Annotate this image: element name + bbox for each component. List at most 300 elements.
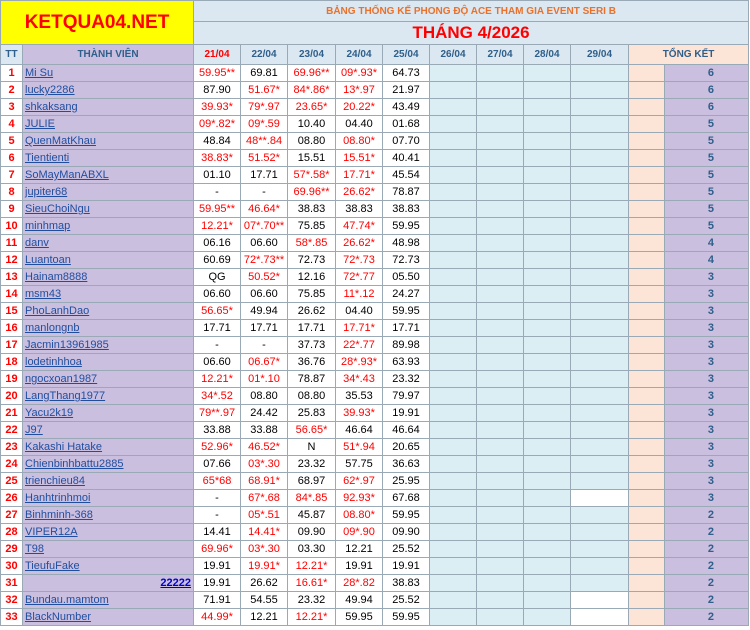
table-row	[1, 167, 749, 184]
empty-result-cell	[430, 371, 477, 388]
result-cell: 09.90	[383, 524, 430, 541]
result-cell: 06.60	[241, 286, 288, 303]
result-cell: 23.32	[288, 592, 336, 609]
table-row	[1, 507, 749, 524]
empty-result-cell	[571, 371, 629, 388]
table-row	[1, 456, 749, 473]
result-cell: 36.63	[383, 456, 430, 473]
empty-result-cell	[430, 184, 477, 201]
empty-result-cell	[430, 252, 477, 269]
member-name-link[interactable]: Luantoan	[23, 252, 194, 269]
member-name-link[interactable]: LangThang1977	[23, 388, 194, 405]
col-header-date: 25/04	[383, 45, 430, 65]
empty-result-cell	[477, 541, 524, 558]
total-count: 3	[665, 490, 749, 507]
empty-result-cell	[571, 150, 629, 167]
result-cell: 09*.59	[241, 116, 288, 133]
result-cell: 60.69	[194, 252, 241, 269]
table-row	[1, 558, 749, 575]
member-name-link[interactable]: danv	[23, 235, 194, 252]
empty-result-cell	[524, 320, 571, 337]
result-cell: 07*.70**	[241, 218, 288, 235]
result-cell: 19.91	[194, 575, 241, 592]
result-cell: 09*.90	[336, 524, 383, 541]
member-name-link[interactable]: jupiter68	[23, 184, 194, 201]
result-cell: 15.51	[288, 150, 336, 167]
result-cell: 25.52	[383, 592, 430, 609]
row-number: 1	[1, 65, 23, 82]
total-spacer	[629, 354, 665, 371]
total-count: 3	[665, 388, 749, 405]
member-name-link[interactable]: msm43	[23, 286, 194, 303]
empty-result-cell	[477, 99, 524, 116]
empty-result-cell	[524, 575, 571, 592]
total-spacer	[629, 439, 665, 456]
member-name-link[interactable]: Mi Su	[23, 65, 194, 82]
member-name-link[interactable]: SieuChoiNgu	[23, 201, 194, 218]
result-cell: 89.98	[383, 337, 430, 354]
empty-result-cell	[524, 99, 571, 116]
result-cell: 57*.58*	[288, 167, 336, 184]
table-row	[1, 303, 749, 320]
empty-result-cell	[524, 388, 571, 405]
total-spacer	[629, 592, 665, 609]
result-cell: 26.62*	[336, 235, 383, 252]
result-cell: 06.67*	[241, 354, 288, 371]
result-cell: 47.74*	[336, 218, 383, 235]
empty-result-cell	[430, 388, 477, 405]
row-number: 31	[1, 575, 23, 592]
result-cell: 12.21	[336, 541, 383, 558]
empty-result-cell	[477, 558, 524, 575]
table-row	[1, 422, 749, 439]
total-count: 6	[665, 99, 749, 116]
empty-result-cell	[430, 592, 477, 609]
empty-result-cell	[571, 337, 629, 354]
result-cell: 15.51*	[336, 150, 383, 167]
empty-result-cell	[524, 252, 571, 269]
result-cell: 59.95	[383, 507, 430, 524]
result-cell: 49.94	[336, 592, 383, 609]
result-cell: -	[194, 507, 241, 524]
result-cell: 72.73	[383, 252, 430, 269]
result-cell: 23.32	[383, 371, 430, 388]
result-cell: 38.83*	[194, 150, 241, 167]
member-name-link[interactable]: lucky2286	[23, 82, 194, 99]
row-number: 20	[1, 388, 23, 405]
table-row	[1, 541, 749, 558]
result-cell: QG	[194, 269, 241, 286]
total-count: 3	[665, 337, 749, 354]
total-count: 6	[665, 65, 749, 82]
empty-result-cell	[477, 388, 524, 405]
member-name-link[interactable]: Chienbinhbattu2885	[23, 456, 194, 473]
result-cell: -	[194, 490, 241, 507]
result-cell: -	[241, 337, 288, 354]
result-cell: 38.83	[336, 201, 383, 218]
row-number: 11	[1, 235, 23, 252]
col-header-date: 24/04	[336, 45, 383, 65]
total-count: 2	[665, 575, 749, 592]
total-count: 2	[665, 524, 749, 541]
result-cell: 20.22*	[336, 99, 383, 116]
table-row	[1, 286, 749, 303]
empty-result-cell	[477, 201, 524, 218]
result-cell: 23.65*	[288, 99, 336, 116]
total-spacer	[629, 456, 665, 473]
member-name-link[interactable]: SoMayManABXL	[23, 167, 194, 184]
total-count: 5	[665, 201, 749, 218]
result-cell: 48.84	[194, 133, 241, 150]
member-name-link[interactable]: Hanhtrinhmoi	[23, 490, 194, 507]
result-cell: 22*.77	[336, 337, 383, 354]
result-cell: 08.80	[288, 388, 336, 405]
empty-result-cell	[477, 473, 524, 490]
empty-result-cell	[571, 303, 629, 320]
empty-result-cell	[477, 524, 524, 541]
result-cell: 12.21*	[288, 558, 336, 575]
result-cell: 56.65*	[288, 422, 336, 439]
total-spacer	[629, 507, 665, 524]
col-header-date: 23/04	[288, 45, 336, 65]
table-row	[1, 354, 749, 371]
col-header-member: THÀNH VIÊN	[23, 45, 194, 65]
member-name-link[interactable]: ngocxoan1987	[23, 371, 194, 388]
result-cell: 79*.97	[241, 99, 288, 116]
empty-result-cell	[477, 592, 524, 609]
empty-result-cell	[477, 371, 524, 388]
empty-result-cell	[524, 371, 571, 388]
result-cell: 14.41	[194, 524, 241, 541]
member-name-link[interactable]: Tientienti	[23, 150, 194, 167]
member-name-link[interactable]: T98	[23, 541, 194, 558]
total-spacer	[629, 201, 665, 218]
member-name-link[interactable]: Binhminh-368	[23, 507, 194, 524]
col-header-total: TỔNG KẾT	[629, 45, 749, 65]
member-name-link[interactable]: BlackNumber	[23, 609, 194, 626]
result-cell: 57.75	[336, 456, 383, 473]
empty-result-cell	[477, 218, 524, 235]
empty-result-cell	[430, 116, 477, 133]
table-row	[1, 133, 749, 150]
total-count: 2	[665, 558, 749, 575]
total-spacer	[629, 218, 665, 235]
result-cell: 34*.43	[336, 371, 383, 388]
empty-result-cell	[571, 558, 629, 575]
empty-result-cell	[477, 303, 524, 320]
result-cell: 67.68	[383, 490, 430, 507]
result-cell: 72*.73**	[241, 252, 288, 269]
result-cell: 28*.93*	[336, 354, 383, 371]
total-spacer	[629, 99, 665, 116]
member-name-link[interactable]: minhmap	[23, 218, 194, 235]
member-name-link[interactable]: QuenMatKhau	[23, 133, 194, 150]
member-name-link[interactable]: PhoLanhDao	[23, 303, 194, 320]
row-number: 10	[1, 218, 23, 235]
result-cell: 46.52*	[241, 439, 288, 456]
result-cell: 23.32	[288, 456, 336, 473]
result-cell: -	[194, 184, 241, 201]
result-cell: 58*.85	[288, 235, 336, 252]
empty-result-cell	[524, 150, 571, 167]
result-cell: 51*.94	[336, 439, 383, 456]
result-cell: 51.52*	[241, 150, 288, 167]
empty-result-cell	[524, 337, 571, 354]
result-cell: 33.88	[194, 422, 241, 439]
total-count: 3	[665, 405, 749, 422]
empty-result-cell	[430, 609, 477, 626]
member-name-link[interactable]: manlongnb	[23, 320, 194, 337]
result-cell: 78.87	[288, 371, 336, 388]
result-cell: 09*.82*	[194, 116, 241, 133]
result-cell: 06.16	[194, 235, 241, 252]
empty-result-cell	[430, 439, 477, 456]
member-name-link[interactable]: 22222	[23, 575, 194, 592]
result-cell: 46.64	[383, 422, 430, 439]
result-cell: 19.91	[336, 558, 383, 575]
col-header-date: 29/04	[571, 45, 629, 65]
result-cell: 33.88	[241, 422, 288, 439]
result-cell: 59.95	[383, 218, 430, 235]
member-name-link[interactable]: Kakashi Hatake	[23, 439, 194, 456]
empty-result-cell	[477, 65, 524, 82]
row-number: 14	[1, 286, 23, 303]
empty-result-cell	[524, 439, 571, 456]
result-cell: 65*68	[194, 473, 241, 490]
table-row	[1, 116, 749, 133]
result-cell: 48.98	[383, 235, 430, 252]
col-header-tt: TT	[1, 45, 23, 65]
total-count: 2	[665, 592, 749, 609]
result-cell: 26.62	[241, 575, 288, 592]
member-name-link[interactable]: Yacu2k19	[23, 405, 194, 422]
result-cell: 75.85	[288, 218, 336, 235]
result-cell: 59.95	[383, 303, 430, 320]
total-spacer	[629, 541, 665, 558]
total-spacer	[629, 609, 665, 626]
empty-result-cell	[571, 354, 629, 371]
col-header-date: 22/04	[241, 45, 288, 65]
total-count: 5	[665, 184, 749, 201]
result-cell: 05.50	[383, 269, 430, 286]
member-name-link[interactable]: Hainam8888	[23, 269, 194, 286]
total-spacer	[629, 320, 665, 337]
empty-result-cell	[524, 82, 571, 99]
result-cell: 37.73	[288, 337, 336, 354]
total-spacer	[629, 490, 665, 507]
empty-result-cell	[477, 422, 524, 439]
result-cell: 17.71	[288, 320, 336, 337]
result-cell: 09*.93*	[336, 65, 383, 82]
table-row	[1, 609, 749, 626]
col-header-date: 27/04	[477, 45, 524, 65]
result-cell: 38.83	[383, 201, 430, 218]
row-number: 6	[1, 150, 23, 167]
empty-result-cell	[524, 269, 571, 286]
empty-result-cell	[524, 116, 571, 133]
row-number: 13	[1, 269, 23, 286]
table-row	[1, 592, 749, 609]
total-spacer	[629, 405, 665, 422]
col-header-date: 21/04	[194, 45, 241, 65]
result-cell: 39.93*	[194, 99, 241, 116]
result-cell: 59.95**	[194, 201, 241, 218]
result-cell: 07.70	[383, 133, 430, 150]
table-row	[1, 65, 749, 82]
total-spacer	[629, 575, 665, 592]
empty-result-cell	[430, 354, 477, 371]
result-cell: 38.83	[288, 201, 336, 218]
row-number: 24	[1, 456, 23, 473]
sheet-month-title: THÁNG 4/2026	[194, 22, 749, 45]
result-cell: 12.21*	[194, 371, 241, 388]
empty-result-cell	[571, 269, 629, 286]
empty-result-cell	[430, 218, 477, 235]
table-row	[1, 184, 749, 201]
total-count: 3	[665, 439, 749, 456]
result-cell: 17.71*	[336, 320, 383, 337]
member-name-link[interactable]: shkaksang	[23, 99, 194, 116]
empty-result-cell	[524, 218, 571, 235]
result-cell: 68.97	[288, 473, 336, 490]
empty-result-cell	[571, 609, 629, 626]
total-spacer	[629, 269, 665, 286]
empty-result-cell	[571, 575, 629, 592]
result-cell: 03*.30	[241, 456, 288, 473]
result-cell: 03*.30	[241, 541, 288, 558]
table-row	[1, 575, 749, 592]
empty-result-cell	[477, 456, 524, 473]
empty-result-cell	[524, 524, 571, 541]
result-cell: -	[241, 184, 288, 201]
row-number: 33	[1, 609, 23, 626]
empty-result-cell	[430, 558, 477, 575]
member-name-link[interactable]: Bundau.mamtom	[23, 592, 194, 609]
row-number: 29	[1, 541, 23, 558]
result-cell: 06.60	[194, 354, 241, 371]
empty-result-cell	[430, 65, 477, 82]
empty-result-cell	[571, 167, 629, 184]
table-row	[1, 371, 749, 388]
empty-result-cell	[430, 320, 477, 337]
result-cell: 72*.73	[336, 252, 383, 269]
result-cell: 21.97	[383, 82, 430, 99]
result-cell: 67*.68	[241, 490, 288, 507]
empty-result-cell	[477, 116, 524, 133]
empty-result-cell	[430, 473, 477, 490]
member-name-link[interactable]: TieufuFake	[23, 558, 194, 575]
row-number: 7	[1, 167, 23, 184]
empty-result-cell	[477, 354, 524, 371]
result-cell: 72.73	[288, 252, 336, 269]
result-cell: 84*.86*	[288, 82, 336, 99]
result-cell: 59.95	[336, 609, 383, 626]
empty-result-cell	[477, 507, 524, 524]
row-number: 30	[1, 558, 23, 575]
result-cell: 17.71	[241, 320, 288, 337]
total-count: 6	[665, 82, 749, 99]
result-cell: 10.40	[288, 116, 336, 133]
empty-result-cell	[524, 507, 571, 524]
total-count: 5	[665, 116, 749, 133]
total-count: 5	[665, 133, 749, 150]
result-cell: 16.61*	[288, 575, 336, 592]
empty-result-cell	[571, 456, 629, 473]
total-spacer	[629, 167, 665, 184]
result-cell: 20.65	[383, 439, 430, 456]
empty-result-cell	[430, 405, 477, 422]
result-cell: 19.91	[383, 405, 430, 422]
member-name-link[interactable]: JULIE	[23, 116, 194, 133]
site-logo[interactable]: KETQUA04.NET	[1, 1, 194, 45]
empty-result-cell	[571, 235, 629, 252]
total-spacer	[629, 388, 665, 405]
total-spacer	[629, 337, 665, 354]
result-cell: 17.71	[194, 320, 241, 337]
empty-result-cell	[430, 422, 477, 439]
empty-result-cell	[430, 99, 477, 116]
total-spacer	[629, 286, 665, 303]
empty-result-cell	[571, 286, 629, 303]
empty-result-cell	[524, 286, 571, 303]
result-cell: 45.87	[288, 507, 336, 524]
total-spacer	[629, 473, 665, 490]
result-cell: 49.94	[241, 303, 288, 320]
result-cell: 19.91*	[241, 558, 288, 575]
total-spacer	[629, 82, 665, 99]
empty-result-cell	[524, 592, 571, 609]
result-cell: 12.21*	[288, 609, 336, 626]
total-count: 4	[665, 252, 749, 269]
result-cell: 69.96*	[194, 541, 241, 558]
result-cell: 08.80*	[336, 133, 383, 150]
result-cell: 62*.97	[336, 473, 383, 490]
member-name-link[interactable]: trienchieu84	[23, 473, 194, 490]
member-name-link[interactable]: lodetinhhoa	[23, 354, 194, 371]
empty-result-cell	[477, 184, 524, 201]
row-number: 22	[1, 422, 23, 439]
empty-result-cell	[524, 65, 571, 82]
total-spacer	[629, 303, 665, 320]
result-cell: 59.95**	[194, 65, 241, 82]
row-number: 4	[1, 116, 23, 133]
result-cell: 08.80	[288, 133, 336, 150]
empty-result-cell	[477, 150, 524, 167]
empty-result-cell	[571, 82, 629, 99]
member-name-link[interactable]: Jacmin13961985	[23, 337, 194, 354]
total-count: 3	[665, 303, 749, 320]
result-cell: -	[194, 337, 241, 354]
member-name-link[interactable]: J97	[23, 422, 194, 439]
table-row	[1, 252, 749, 269]
total-count: 4	[665, 235, 749, 252]
result-cell: 75.85	[288, 286, 336, 303]
table-row	[1, 405, 749, 422]
table-row	[1, 490, 749, 507]
member-name-link[interactable]: VIPER12A	[23, 524, 194, 541]
total-count: 3	[665, 354, 749, 371]
total-spacer	[629, 116, 665, 133]
empty-result-cell	[571, 507, 629, 524]
result-cell: 04.40	[336, 116, 383, 133]
empty-result-cell	[477, 235, 524, 252]
row-number: 26	[1, 490, 23, 507]
empty-result-cell	[430, 150, 477, 167]
result-cell: 17.71	[383, 320, 430, 337]
result-cell: 01.68	[383, 116, 430, 133]
empty-result-cell	[430, 541, 477, 558]
empty-result-cell	[571, 388, 629, 405]
